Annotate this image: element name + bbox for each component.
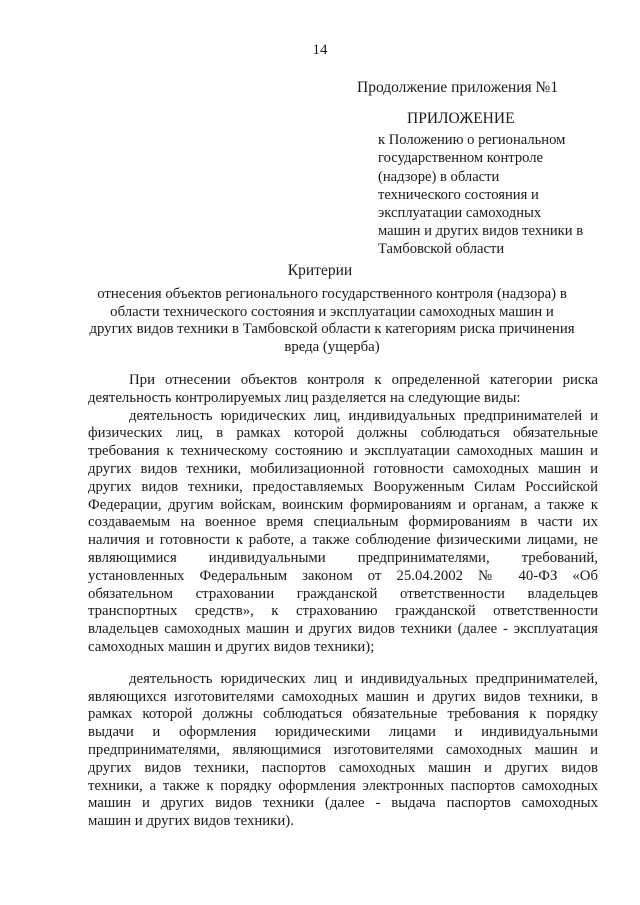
criteria-subtitle (84, 286, 580, 356)
paragraph-line: владельцев самоходных машин и других видов техники (далее - эксплуатация (88, 621, 598, 638)
paragraph-line: других видов техники, паспортов самоходных машин и других видов (88, 759, 598, 776)
appendix-heading: ПРИЛОЖЕНИЕ (407, 110, 515, 127)
paragraph-line: транспортных средств», к страхованию гражданской ответственности (88, 603, 598, 620)
criteria-subtitle-line: отнесения объектов регионального государственного контроля (надзора) в (97, 286, 567, 302)
paragraph-line: машин и других видов техники). (88, 813, 294, 830)
paragraph-line: физических лиц, в рамках которой должны соблюдаться обязательные (88, 425, 598, 442)
paragraph-line: других видов техники, предоставляемых Вооруженным Силам Российской (88, 478, 598, 495)
paragraph-line: машин и других видов техники (далее - выдача паспортов самоходных (88, 795, 598, 812)
paragraph-line: других видов техники, мобилизационной готовности самоходных машин и (88, 460, 598, 477)
paragraph-line: предпринимателями, являющимися изготовителями самоходных машин и (88, 741, 598, 758)
paragraph-line: наличия и готовности к работе, а также соблюдение физическими лицами, не (88, 532, 598, 549)
paragraph-line: самоходных машин и других видов техники); (88, 638, 375, 655)
page-number: 14 (312, 42, 328, 58)
appendix-block (378, 110, 618, 259)
paragraph-line: деятельность юридических лиц, индивидуальных предпринимателей и (129, 407, 598, 424)
paragraph-line: являющихся изготовителями самоходных машин и других видов техники, в (88, 688, 598, 705)
appendix-line: технического состояния и (378, 186, 539, 203)
appendix-line: государственном контроле (378, 150, 543, 167)
paragraph-line: деятельность контролируемых лиц разделяется на следующие виды: (88, 389, 521, 406)
paragraph-line: техники, а также к порядку оформления электронных паспортов самоходных (88, 777, 598, 794)
appendix-line: машин и других видов техники в (378, 223, 584, 240)
paragraph-line: выдачи и оформления юридическими лицами и индивидуальными (88, 724, 598, 741)
paragraph-spacer (88, 657, 598, 671)
paragraph-line: являющимися индивидуальными предпринимателями, требований, (88, 549, 598, 566)
criteria-subtitle-line: области технического состояния и эксплуатации самоходных машин и (110, 303, 554, 320)
continuation-label: Продолжение приложения №1 (357, 79, 559, 96)
appendix-line: Тамбовской области (378, 241, 505, 258)
criteria-title: Критерии (287, 262, 353, 279)
appendix-line: (надзоре) в области (378, 168, 500, 185)
criteria-subtitle-line: вреда (ущерба) (284, 338, 380, 355)
paragraph-line: рамках которой должны соблюдаться обязательные требования к порядку (88, 706, 598, 723)
paragraph-line: обязательном страховании гражданской ответственности владельцев (88, 585, 598, 602)
paragraph-line: Федерации, другим войскам, воинским формированиям и органам, а также к (88, 496, 598, 513)
body-text (88, 372, 598, 831)
paragraph-line: При отнесении объектов контроля к определенной категории риска (129, 372, 598, 388)
appendix-line: к Положению о региональном (378, 132, 566, 149)
paragraph-line: установленных Федеральным законом от 25.04.2002 № 40-ФЗ «Об (88, 567, 598, 584)
criteria-subtitle-line: других видов техники в Тамбовской области к категориям риска причинения (89, 321, 575, 338)
paragraph-line: деятельность юридических лиц и индивидуальных предпринимателей, (129, 670, 598, 687)
appendix-line: эксплуатации самоходных (378, 205, 542, 222)
paragraph-line: создаваемым на военное время специальным формированиям в части их (88, 514, 598, 531)
paragraph-line: требования к техническому состоянию и эксплуатации самоходных машин и (88, 443, 598, 460)
